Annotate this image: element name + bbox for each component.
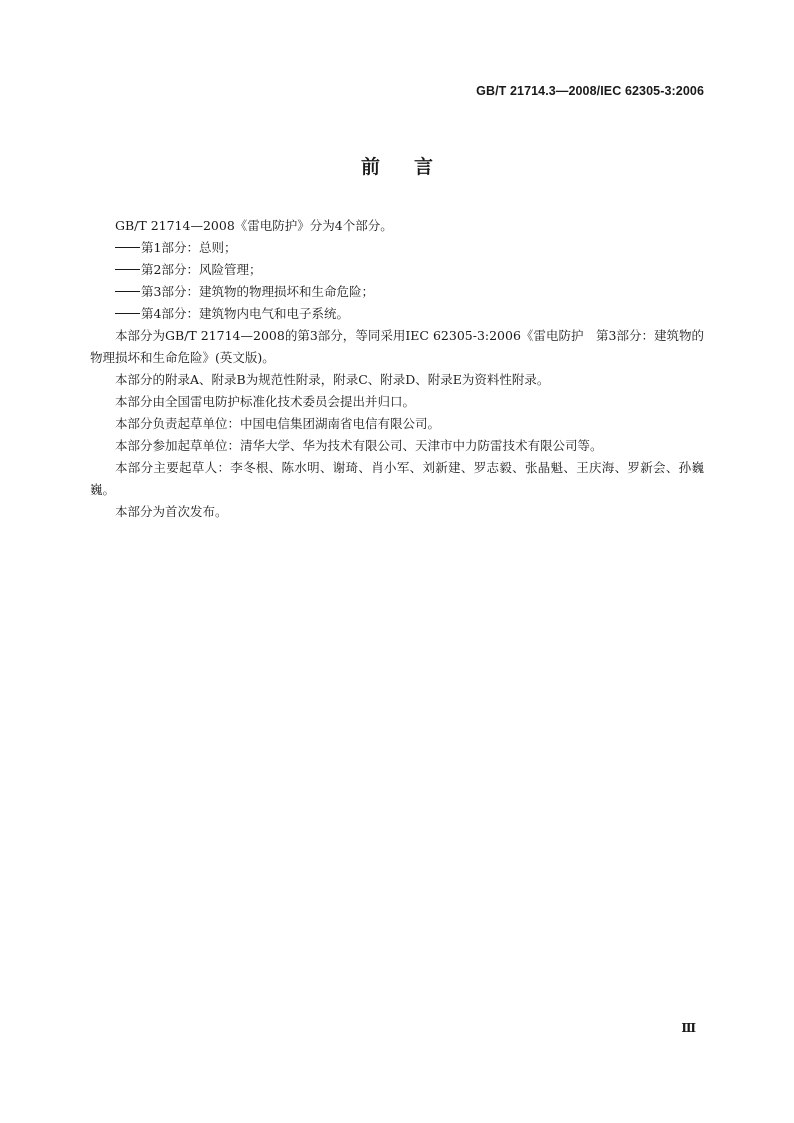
participating-units-paragraph: 本部分参加起草单位：清华大学、华为技术有限公司、天津市中力防雷技术有限公司等。 (115, 438, 603, 453)
part-list-item (90, 259, 704, 281)
part-list-item (90, 281, 704, 303)
drafting-unit-paragraph: 本部分负责起草单位：中国电信集团湖南省电信有限公司。 (115, 416, 441, 431)
page-number: Ⅲ (681, 1021, 696, 1035)
committee-paragraph: 本部分由全国雷电防护标准化技术委员会提出并归口。 (115, 394, 416, 409)
drafters-paragraph: 本部分主要起草人：李冬根、陈水明、谢琦、肖小军、刘新建、罗志毅、张晶魁、王庆海、罗新会、孙巍巍。 (90, 460, 704, 497)
intro-paragraph: GB/T 21714—2008《雷电防护》分为4个部分。 (115, 218, 393, 233)
part-list-item-text: 第1部分：总则； (141, 240, 237, 255)
annex-paragraph: 本部分的附录A、附录B为规范性附录，附录C、附录D、附录E为资料性附录。 (115, 372, 550, 387)
standard-code: GB/T 21714.3—2008/IEC 62305-3:2006 (476, 84, 704, 98)
part-list-item-text: 第4部分：建筑物内电气和电子系统。 (141, 306, 349, 321)
part-list-item-text: 第2部分：风险管理； (141, 262, 262, 277)
dash-icon (115, 313, 140, 314)
dash-icon (115, 247, 140, 248)
adoption-paragraph: 本部分为GB/T 21714—2008的第3部分，等同采用IEC 62305-3:2006《雷电防护 第3部分：建筑物的物理损坏和生命危险》(英文版)。 (90, 328, 704, 365)
foreword-body (90, 215, 704, 523)
page-title: 前言 (360, 156, 467, 178)
dash-icon (115, 269, 140, 270)
part-list-item (90, 237, 704, 259)
dash-icon (115, 291, 140, 292)
part-list-item-text: 第3部分：建筑物的物理损坏和生命危险； (141, 284, 374, 299)
part-list-item (90, 303, 704, 325)
first-release-paragraph: 本部分为首次发布。 (115, 504, 228, 519)
